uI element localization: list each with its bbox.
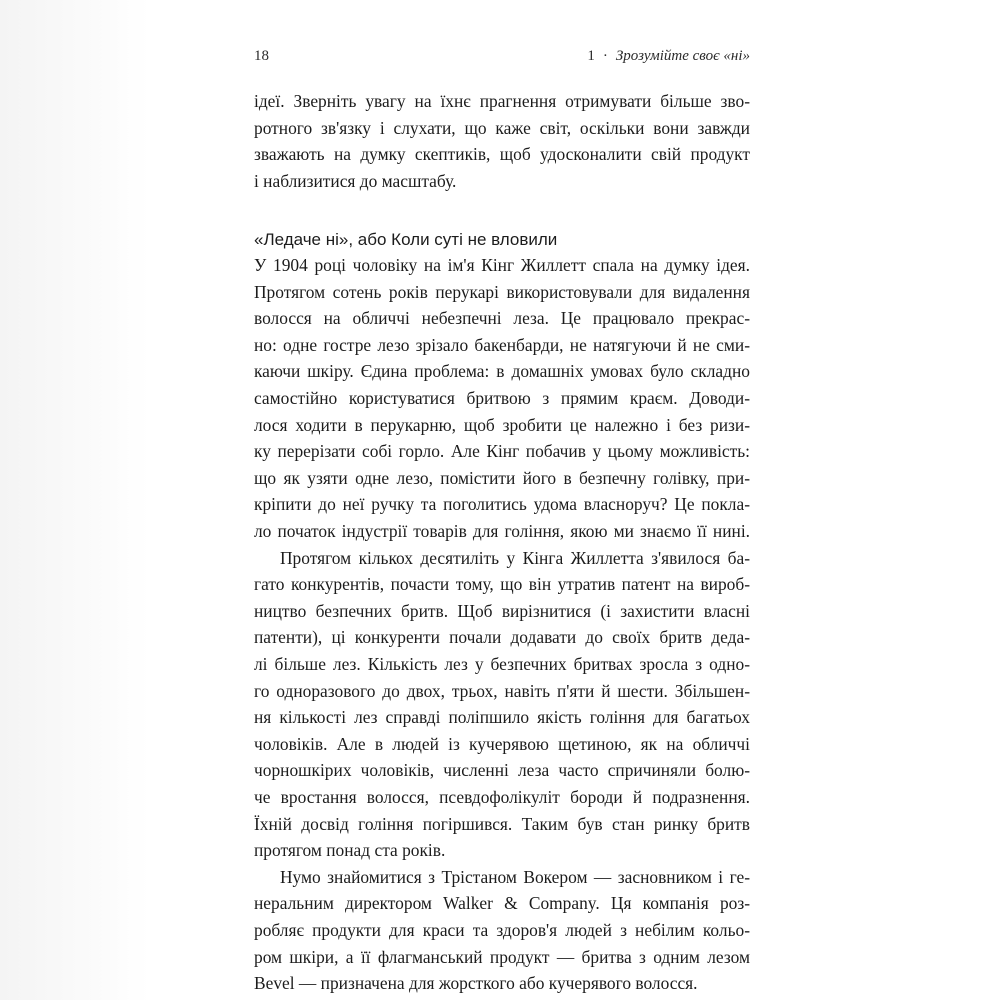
text-line: і наблизитися до масштабу. bbox=[254, 170, 457, 191]
page-number: 18 bbox=[254, 48, 269, 64]
text-line: неральним директором Walker & Company. Ця компанія роз- bbox=[254, 893, 750, 914]
text-line: лося ходити в перукарню, щоб зробити це належно і без ризи- bbox=[254, 414, 750, 435]
text-line: протягом понад ста років. bbox=[254, 840, 446, 861]
text-line: ідеї. Зверніть увагу на їхнє прагнення отримувати більше зво- bbox=[254, 91, 750, 111]
text-line: самостійно користуватися бритвою з прямим краєм. Доводи- bbox=[254, 387, 750, 408]
text-line: ром шкіри, а її флагманський продукт — бритва з одним лезом bbox=[254, 946, 750, 967]
text-line: чоловіків. Але в людей із кучерявою щетиною, як на обличчі bbox=[254, 733, 750, 754]
text-line: чорношкірих чоловіків, численні леза часто спричиняли болю- bbox=[254, 760, 750, 781]
text-line: У 1904 році чоловіку на ім'я Кінг Жиллетт спала на думку ідея. bbox=[254, 255, 750, 275]
text-line: ня кількості лез справді поліпшило якість гоління для багатьох bbox=[254, 707, 750, 728]
section-heading: «Ледаче ні», або Коли суті не вловили bbox=[254, 230, 558, 249]
page-header bbox=[254, 48, 750, 70]
text-line: Їхній досвід гоління погіршився. Таким був стан ринку бритв bbox=[254, 813, 750, 834]
text-line: ротного зв'язку і слухати, що каже світ, оскільки вони завжди bbox=[254, 117, 750, 138]
text-line: че вростання волосся, псевдофолікуліт бороди й подразнення. bbox=[254, 786, 750, 807]
text-line: Bevel — призначена для жорсткого або кучерявого волосся. bbox=[254, 973, 698, 994]
text-line: Протягом кількох десятиліть у Кінга Жиллетта з'явилося ба- bbox=[280, 547, 750, 568]
text-line: що як узяти одне лезо, помістити його в безпечну голівку, при- bbox=[254, 467, 750, 488]
chapter-title: Зрозумійте своє «ні» bbox=[615, 48, 750, 64]
text-line: волосся на обличчі небезпечні леза. Це працювало прекрас- bbox=[254, 308, 750, 329]
text-line: робляє продукти для краси та здоров'я людей з небілим кольо- bbox=[254, 919, 750, 940]
text-line: каючи шкіру. Єдина проблема: в домашніх умовах було складно bbox=[254, 361, 750, 382]
text-line: зважають на думку скептиків, щоб удосконалити свій продукт bbox=[254, 144, 750, 165]
running-head-separator: · bbox=[602, 48, 608, 64]
text-line: Протягом сотень років перукарі використовували для видалення bbox=[254, 281, 750, 302]
text-line: патенти), ці конкуренти почали додавати до своїх бритв деда- bbox=[254, 627, 750, 648]
running-head bbox=[587, 48, 750, 65]
intro-paragraph bbox=[254, 88, 750, 194]
text-line: лі більше лез. Кількість лез у безпечних бритвах зросла з одно- bbox=[254, 653, 750, 674]
chapter-number: 1 bbox=[587, 48, 595, 64]
text-line: ло початок індустрії товарів для гоління, якою ми знаємо її нині. bbox=[254, 520, 750, 541]
text-line: ництво безпечних бритв. Щоб вирізнитися (і захистити власні bbox=[254, 600, 750, 621]
text-line: кріпити до неї ручку та поголитись удома власноруч? Це покла- bbox=[254, 494, 750, 515]
text-line: но: одне гостре лезо зрізало бакенбарди, не натягуючи й не сми- bbox=[254, 334, 750, 355]
text-line: гато конкурентів, почасти тому, що він утратив патент на вироб- bbox=[254, 574, 750, 595]
text-line: ку перерізати собі горло. Але Кінг побачив у цьому можливість: bbox=[254, 441, 750, 462]
text-line: го одноразового до двох, трьох, навіть п'яти й шести. Збільшен- bbox=[254, 680, 750, 701]
page-gutter-shadow bbox=[0, 0, 150, 1000]
paragraph-2 bbox=[254, 545, 750, 864]
text-line: Нумо знайомитися з Трістаном Вокером — засновником і ге- bbox=[280, 866, 750, 887]
paragraph-3 bbox=[254, 864, 750, 997]
paragraph-1 bbox=[254, 252, 750, 545]
